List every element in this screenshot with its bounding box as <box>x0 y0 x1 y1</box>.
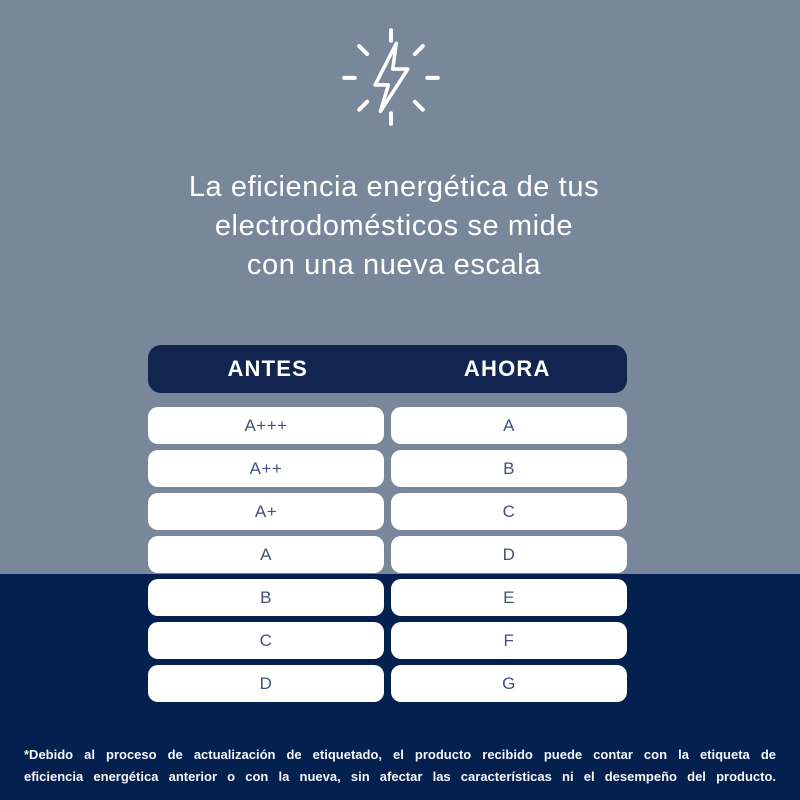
burst-rays <box>344 30 438 124</box>
table-cell-antes: B <box>148 579 384 616</box>
footnote-line: eficiencia energética anterior o con la nueva, sin afectar las características ni el desempeño del producto. <box>24 769 776 784</box>
page-title <box>0 168 788 285</box>
lightning-bolt-shape <box>375 43 408 111</box>
table-cell-ahora: A <box>391 407 627 444</box>
table-cell-ahora: E <box>391 579 627 616</box>
title-line: La eficiencia energética de tus <box>188 171 600 203</box>
table-header-bar <box>148 345 627 393</box>
table-cell-antes: C <box>148 622 384 659</box>
table-row <box>148 407 627 444</box>
table-cell-antes: A++ <box>148 450 384 487</box>
table-cell-antes: A+ <box>148 493 384 530</box>
table-row <box>148 579 627 616</box>
footnote-line: *Debido al proceso de actualización de etiquetado, el producto recibido puede contar con la etiqueta de <box>24 747 776 762</box>
efficiency-conversion-table <box>148 345 627 708</box>
lightning-bolt-burst-icon <box>0 24 782 135</box>
table-cell-antes: A+++ <box>148 407 384 444</box>
table-cell-antes: D <box>148 665 384 702</box>
table-cell-ahora: G <box>391 665 627 702</box>
table-row <box>148 665 627 702</box>
table-row <box>148 622 627 659</box>
table-cell-ahora: D <box>391 536 627 573</box>
column-header-antes: ANTES <box>227 356 309 381</box>
table-cell-ahora: F <box>391 622 627 659</box>
table-cell-ahora: B <box>391 450 627 487</box>
column-header-ahora: AHORA <box>463 356 551 381</box>
table-cell-antes: A <box>148 536 384 573</box>
table-row <box>148 450 627 487</box>
footnote <box>24 744 776 788</box>
title-line: electrodomésticos se mide <box>214 210 574 242</box>
table-cell-ahora: C <box>391 493 627 530</box>
title-line: con una nueva escala <box>246 249 542 281</box>
table-row <box>148 493 627 530</box>
table-row <box>148 536 627 573</box>
